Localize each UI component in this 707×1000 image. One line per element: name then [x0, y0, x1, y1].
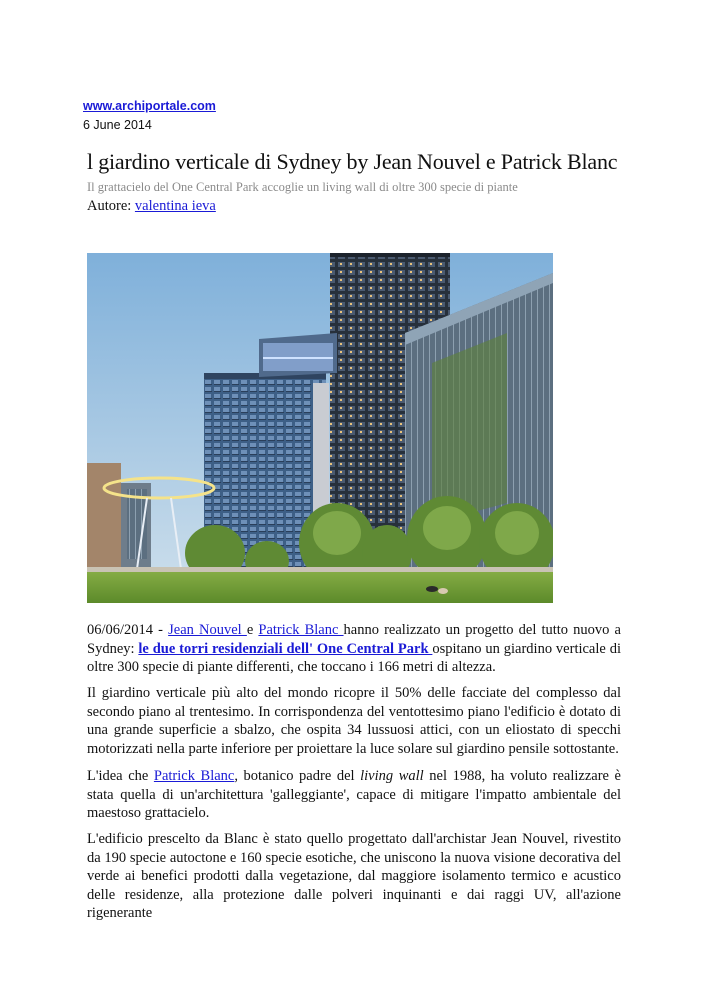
author-line [87, 198, 216, 215]
paragraph-1-date: 06/06/2014 - [87, 622, 169, 638]
paragraph-4: L'edificio prescelto da Blanc è stato quello progettato dall'archistar Jean Nouvel, rivestito da 190 specie autoctone e 160 specie esotiche, che uniscono la nuova visione decorativa del verde ai benefici prodotti dalla vegetazione, dal maggiore isolamento termico e acustico delle residenze, alla protezione dalle polveri inquinanti e dai raggi UV, all'azione rigenerante [87, 831, 621, 921]
author-label: Autore: [87, 198, 132, 214]
paragraph-3-text-c: nel 1988, ha voluto realizzare è stata quella di un'architettura 'galleggiante', capace di mitigare l'impatto ambientale del maestoso grattacielo. [87, 768, 621, 821]
paragraph-3-text-b: , botanico padre del [234, 768, 361, 784]
author-link[interactable]: valentina ieva [134, 198, 216, 214]
hero-photo [87, 253, 553, 603]
link-patrick-blanc[interactable]: Patrick Blanc [258, 622, 344, 638]
paragraph-1-conj: e [246, 622, 259, 638]
paragraph-1 [87, 621, 621, 677]
article-title: l giardino verticale di Sydney by Jean Nouvel e Patrick Blanc [87, 149, 618, 174]
paragraph-1-text-b: ospitano un giardino verticale di oltre 300 specie di piante differenti, che toccano i 166 metri di altezza. [87, 640, 621, 675]
paragraph-3 [87, 767, 621, 823]
source-date: 6 June 2014 [83, 118, 152, 132]
source-url-link[interactable]: www.archiportale.com [83, 99, 216, 113]
link-one-central-park[interactable]: le due torri residenziali dell' One Central Park [138, 640, 433, 657]
link-patrick-blanc-2[interactable]: Patrick Blanc [153, 768, 235, 784]
paragraph-3-italic: living wall [360, 768, 424, 784]
paragraph-2: Il giardino verticale più alto del mondo ricopre il 50% delle facciate del complesso dal secondo piano al trentesimo. In corrispondenza del ventottesimo piano l'edificio è dotato di una grande superficie a sbalzo, che ospita 34 lussuosi attici, con un eliostato di specchi motorizzati nella parte inferiore per proiettare la luce solare sul giardino pensile sottostante. [87, 685, 621, 757]
link-jean-nouvel[interactable]: Jean Nouvel [168, 622, 247, 638]
paragraph-1-text-a: hanno realizzato un progetto del tutto nuovo a Sydney: [87, 622, 621, 657]
article-subtitle: Il grattacielo del One Central Park accoglie un living wall di oltre 300 specie di piante [87, 180, 518, 194]
paragraph-3-text-a: L'idea che [87, 768, 154, 784]
